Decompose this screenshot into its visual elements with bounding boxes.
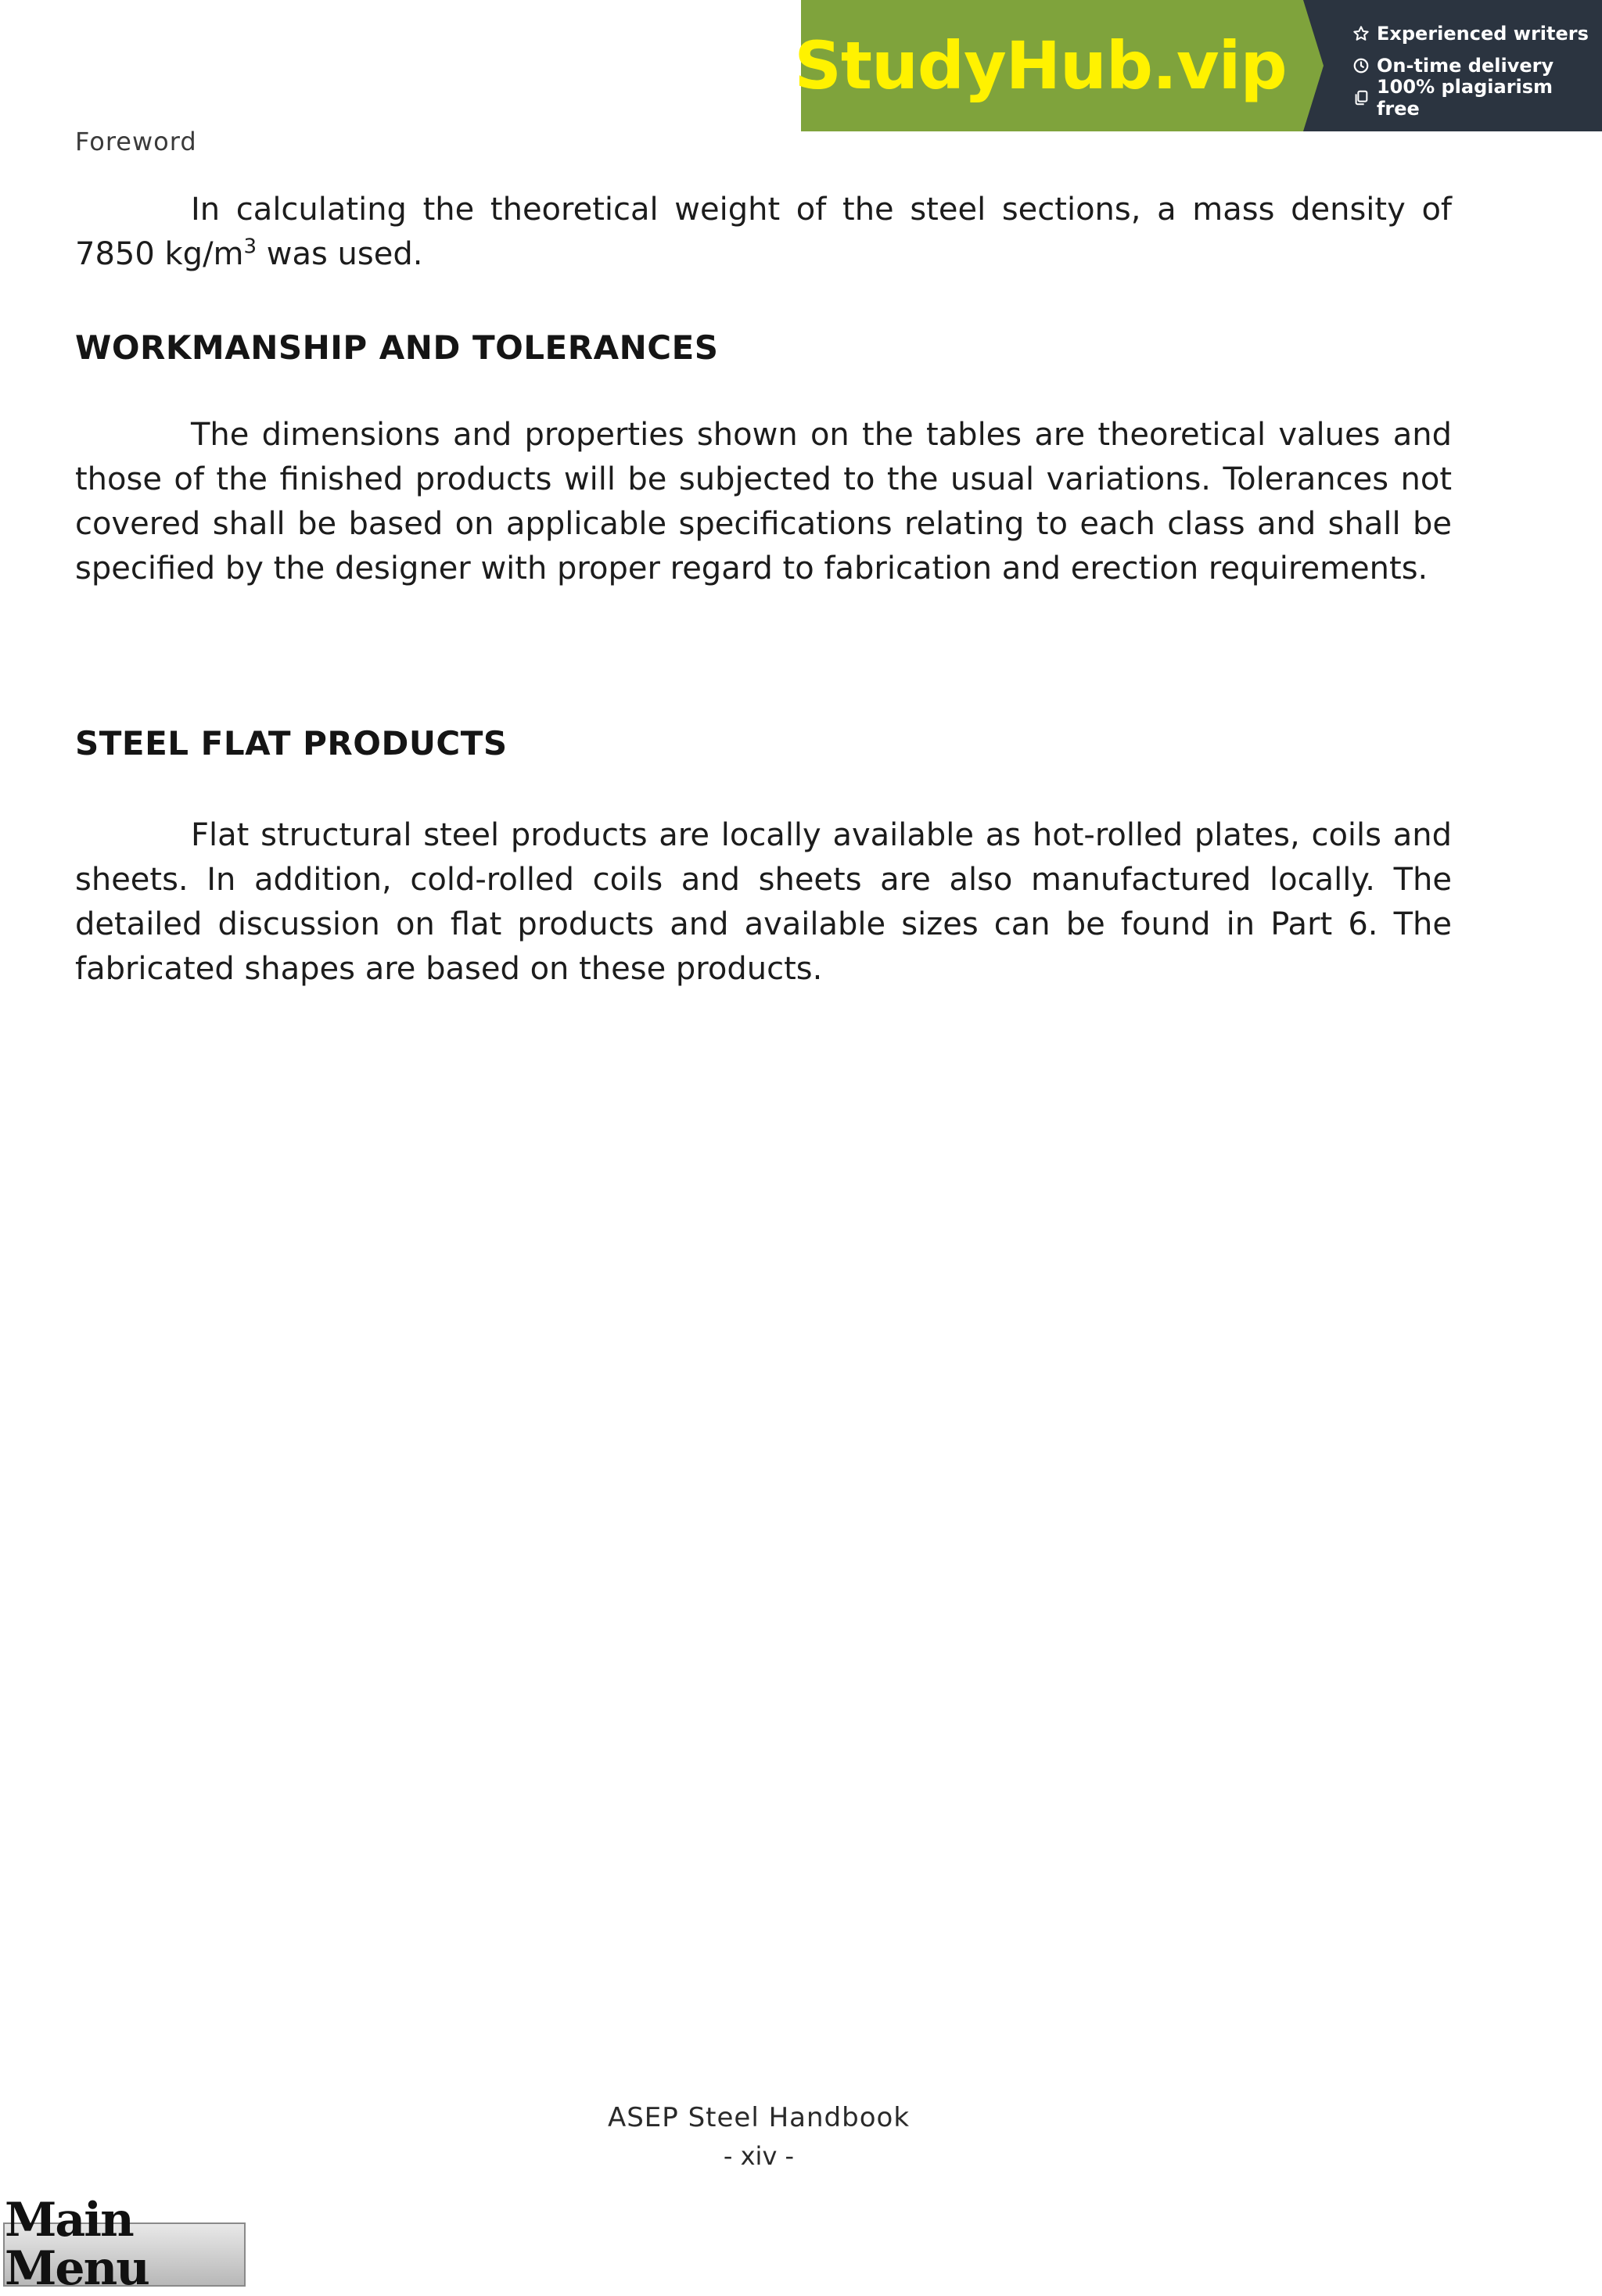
feature-label: Experienced writers (1377, 22, 1589, 45)
running-head: Foreword (75, 127, 197, 156)
brand-name: StudyHub.vip (794, 27, 1287, 104)
main-menu-label: Main Menu (5, 2193, 149, 2296)
heading-workmanship: WORKMANSHIP AND TOLERANCES (75, 328, 719, 367)
paragraph-flat-products: Flat structural steel products are locally available as hot-rolled plates, coils and sheets. In addition, cold-rolled coils and sheets are also manufactured locally. The detailed discussion on flat products and available sizes can be found in Part 6. The fabricated shapes are based on these products. (75, 817, 1452, 987)
main-menu-button[interactable] (3, 2193, 246, 2296)
paragraph-mass-density (75, 188, 1452, 277)
paragraph-text-tail: was used. (257, 236, 423, 272)
footer-title: ASEP Steel Handbook (607, 2102, 911, 2133)
superscript: 3 (243, 235, 257, 259)
heading-steel-flat-products: STEEL FLAT PRODUCTS (75, 724, 508, 762)
paragraph-text: In calculating the theoretical weight of the steel sections, a mass density of 7850 kg/m (75, 192, 1452, 272)
feature-label: On-time delivery (1377, 54, 1554, 77)
page-number: - xiv - (723, 2141, 795, 2171)
feature-label: 100% plagiarism free (1376, 75, 1554, 120)
paragraph-tolerances: The dimensions and properties shown on the tables are theoretical values and those of the finished products will be subjected to the usual variations. Tolerances not covered shall be based on applicable specifications relating to each class and shall be specified by the designer with proper regard to fabrication and erection requirements. (75, 417, 1452, 587)
